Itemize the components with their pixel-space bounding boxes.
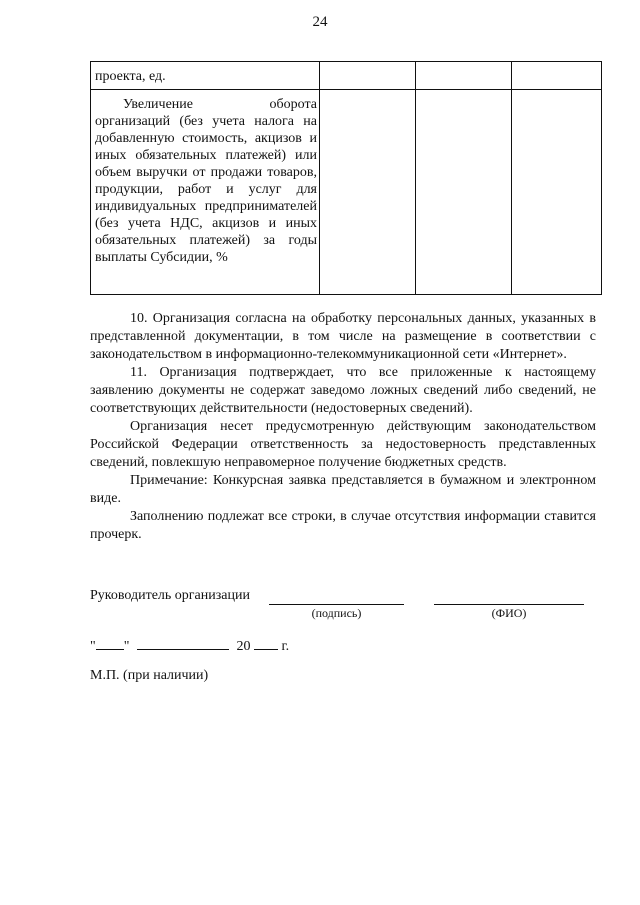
table-cell-value [320, 90, 416, 295]
table-cell-label [91, 62, 320, 90]
indicator-label: проекта, ед. [95, 69, 166, 84]
table-cell-value [416, 62, 512, 90]
date-open-quote: " [90, 639, 96, 654]
indicator-label: Увеличение оборота организаций (без учета налога на добавленную стоимость, акцизов и иных обязательных платежей) или объем выручки от продажи товаров, продукции, работ и услуг для индивидуальных предпринимателей (без учета НДС, акцизов и иных обязательных платежей) за годы выплаты Субсидии, % [95, 97, 317, 265]
month-field[interactable] [137, 637, 229, 650]
table-row [91, 90, 602, 295]
name-field[interactable] [434, 604, 584, 605]
table-row [91, 62, 602, 90]
table-cell-value [512, 62, 602, 90]
table-cell-value [416, 90, 512, 295]
signature-field[interactable] [269, 604, 404, 605]
body-text [90, 310, 596, 544]
signature-label: Руководитель организации [90, 588, 250, 603]
paragraph-fill-instructions: Заполнению подлежат все строки, в случае отсутствия информации ставится прочерк. [90, 509, 596, 542]
date-line [90, 637, 289, 655]
signature-block [90, 588, 596, 620]
paragraph-consent: 10. Организация согласна на обработку персональных данных, указанных в представленной документации, в том числе на размещение в соответствии с законодательством в информационно-телекоммуникационной сети «Интернет». [90, 311, 596, 362]
year-field[interactable] [254, 637, 278, 650]
name-caption: (ФИО) [491, 606, 527, 620]
table-cell-value [320, 62, 416, 90]
table-cell-label [91, 90, 320, 295]
signature-line [90, 588, 596, 620]
year-suffix: г. [281, 639, 290, 654]
signature-caption: (подпись) [311, 606, 362, 620]
paragraph-confirmation: 11. Организация подтверждает, что все приложенные к настоящему заявлению документы не содержат заведомо ложных сведений либо сведений, не соответствующих действительности (недостоверных сведений). [90, 365, 596, 416]
indicators-table [90, 61, 602, 295]
paragraph-responsibility: Организация несет предусмотренную действующим законодательством Российской Федерации ответственность за недостоверность представленных сведений, повлекшую неправомерное получение бюджетных средств. [90, 419, 596, 470]
paragraph-note: Примечание: Конкурсная заявка представляется в бумажном и электронном виде. [90, 473, 596, 506]
day-field[interactable] [96, 637, 124, 650]
date-close-quote: " [123, 639, 130, 654]
table-cell-value [512, 90, 602, 295]
year-prefix: 20 [236, 639, 251, 654]
stamp-note: М.П. (при наличии) [90, 668, 209, 683]
page-number: 24 [312, 14, 328, 30]
